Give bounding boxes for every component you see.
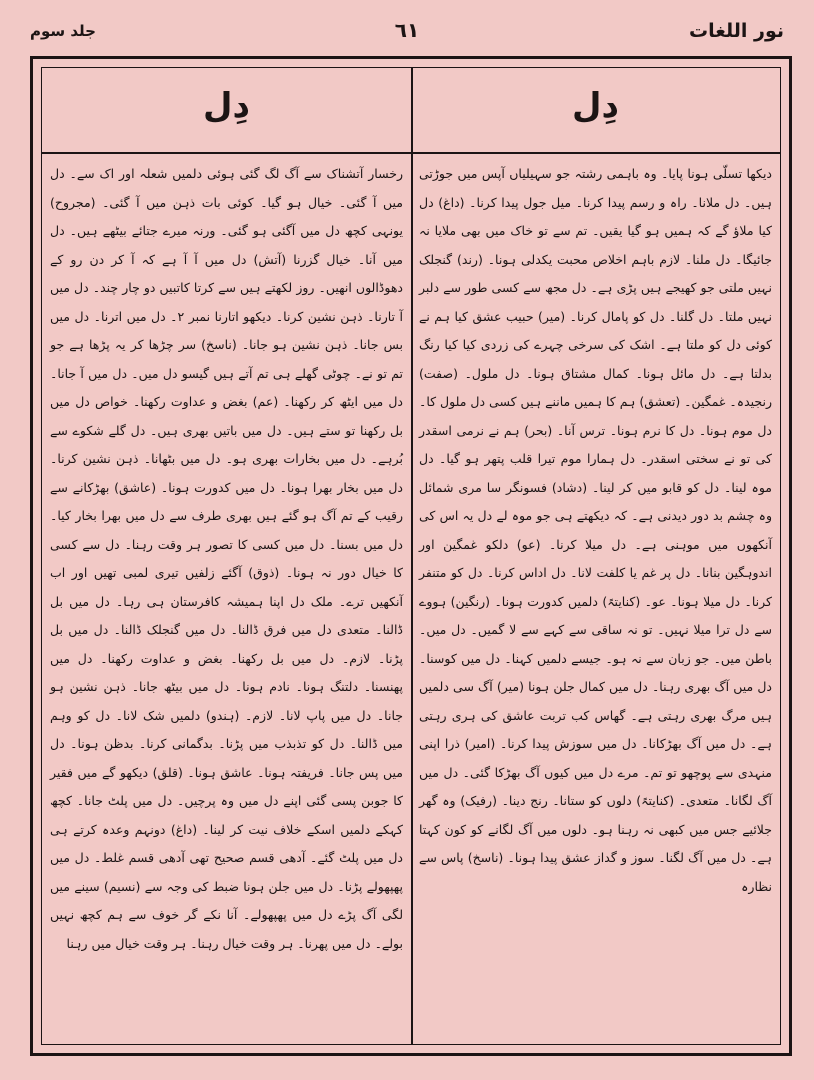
- dictionary-title: نور اللغات: [689, 20, 784, 42]
- page-inner-border: [41, 67, 781, 1045]
- heading-rule: [42, 152, 780, 154]
- right-column-text: دیکھا تسلّی ہونا پایا۔ وہ باہمی رشتہ جو سہیلیاں آپس میں جوڑتی ہیں۔ دل ملانا۔ راہ و رسم پیدا کرنا۔ میل جول پیدا کرنا۔ (داغ) دل کیا ملاؤ گے کہ ہمیں ہو گیا یقیں۔ تم سے تو خاک میں بھی ملایا نہ جائیگا۔ دل ملنا۔ لازم باہم اخلاص محبت یکدلی ہونا۔ (رند) گنجلک نہیں ملتی جو کھیجے ہیں پڑی ہے۔ دل مجھ سے کسی طور سے دلبر نہیں ملتا۔ دل گلنا۔ دل کو پامال کرنا۔ (میر) حبیب عشق کیا ہم نے کوئی دل کو ملتا ہے۔ اشک کی سرخی چہرے کی زردی کیا کیا رنگ بدلتا ہے۔ دل مائل ہونا۔ کمال مشتاق ہونا۔ دل ملول۔ (صفت) رنجیدہ۔ غمگین۔ (تعشق) ہم کا ہمیں ماننے ہیں کسی دل ملول کا۔ دل موم ہونا۔ دل کا نرم ہونا۔ ترس آنا۔ (بحر) ہم نے نرمی اسقدر کی تو نے سختی اسقدر۔ دل ہمارا موم تیرا قلب پتھر ہو گیا۔ دل موہ لینا۔ دل کو قابو میں کر لینا۔ (دشاد) فسونگر سا مری شمائل وہ چشم بد دور دیدنی ہے۔ کہ دیکھتے ہی جو موہ لے دل یہ اس کی آنکھوں میں موہنی ہے۔ دل میلا کرنا۔ (عو) دلکو غمگین اور اندوہگین بنانا۔ دل پر غم یا کلفت لانا۔ دل اداس کرنا۔ دل کو متنفر کرنا۔ دل میلا ہونا۔ عو۔ (کنایتہً) دلمیں کدورت ہونا۔ (رنگین) ہووے سے دل ترا میلا نہیں۔ تو نہ ساقی سے کہے سے لا گمیں۔ دل میں۔ باطن میں۔ جو زبان سے نہ ہو۔ جیسے دلمیں کہنا۔ دل میں کوسنا۔ دل میں آگ بھری رہنا۔ دل میں کمال جلن ہونا (میر) آگ سی دلمیں ہیں مرگ بھری رہتی ہے۔ گھاس کب تربت عاشق کی ہری رہتی ہے۔ دل میں آگ بھڑکانا۔ دل میں سوزش پیدا کرنا۔ (امیر) ذرا اپنی منہدی سے پوچھو تو تم۔ مرے دل میں کیوں آگ بھڑکا گئی۔ دل میں آگ لگانا۔ متعدی۔ (کنایتہً) دلوں کو ستانا۔ رنج دینا۔ (رفیک) وہ گھر جلائیے جس میں کبھی نہ رہنا ہو۔ دلوں میں آگ لگانے کو کون کہتا ہے۔ دل میں آگ لگنا۔ سوز و گداز عشق پیدا ہونا۔ (ناسخ) پاس سے نظارہ: [419, 166, 772, 894]
- right-column: [411, 160, 780, 1038]
- right-column-heading: دِل: [572, 86, 619, 126]
- page-frame: [30, 56, 792, 1056]
- page-header: [30, 18, 784, 54]
- page-number: ٦١: [394, 18, 420, 42]
- left-column-heading: دِل: [203, 86, 250, 126]
- left-column-text: رخسار آتشناک سے آگ لگ گئی ہوئی دلمیں شعلہ اور اک سے۔ دل میں آ گئی۔ خیال ہو گیا۔ کوئی بات ذہن میں آ گئی۔ (مجروح) یونہی کچھ دل میں آگئی ہو گئی۔ ورنہ میرے جتائے بیٹھے ہیں۔ دل میں آنا۔ خیال گزرنا (آتش) دل میں آ آ ہے کہ آ کر دن رو کے دھوڈالوں انھیں۔ روز لکھتے ہیں سے کرتا کاتبیں دو چار چند۔ دل میں آ تارنا۔ ذہن نشین کرنا۔ دیکھو اتارنا نمبر ۲۔ دل میں اترنا۔ دل میں بس جانا۔ ذہن نشین ہو جانا۔ (ناسخ) سر چڑھا کر یہ پڑھا ہے جو تم تو نے۔ چوٹی گھلے ہی تم آتے ہیں گیسو دل میں۔ دل میں آ جانا۔ دل میں ایٹھ کر رکھنا۔ (عم) بغض و عداوت رکھنا۔ خواص دل میں بل رکھنا تو ستے ہیں۔ دل میں باتیں بھری ہیں۔ دل گلے شکوے سے بُرہے۔ دل میں بخارات بھری ہو۔ دل میں بٹھانا۔ ذہن نشین کرنا۔ دل میں بخار بھرا ہونا۔ دل میں کدورت ہونا۔ (عاشق) بھڑکانے سے رقیب کے تم آگ ہو گئے ہیں بھری طرف سے دل میں بھرا بخار کیا۔ دل میں بسنا۔ دل میں کسی کا تصور ہر وقت رہنا۔ دل سے کسی کا خیال دور نہ ہونا۔ (ذوق) آگئے زلفیں تیری لمبی تھیں اور اب آنکھیں ترے۔ ملک دل اپنا ہمیشہ کافرستان ہی رہا۔ دل میں بل ڈالنا۔ متعدی دل میں فرق ڈالنا۔ دل میں گنجلک ڈالنا۔ دل میں بل پڑنا۔ لازم۔ دل میں بل رکھنا۔ بغض و عداوت رکھنا۔ دل میں پھنسنا۔ دلتنگ ہونا۔ نادم ہونا۔ دل میں بیٹھ جانا۔ ذہن نشین ہو جانا۔ دل میں پاپ لانا۔ لازم۔ (ہندو) دلمیں شک لانا۔ دل کو وہم میں ڈالنا۔ دل کو تذبذب میں پڑنا۔ بدگمانی کرنا۔ بدظن ہونا۔ دل میں پس جانا۔ فریفتہ ہونا۔ عاشق ہونا۔ (قلق) دیکھو گے میں فقیر کا جوبن پسی گئی اپنے دل میں وہ پرچیں۔ دل میں پلٹ جانا۔ کچھ کہکے دلمیں اسکے خلاف نیت کر لینا۔ (داغ) دونہم وعدہ کرتے ہی دل میں پلٹ گئے۔ آدھی قسم صحیح تھی آدھی قسم غلط۔ دل میں پھپھولے پڑنا۔ دل میں جلن ہونا ضبط کی وجہ سے (نسیم) سینے میں لگی آگ پڑے دل میں پھپھولے۔ آنا نکے گر خوف سے ہم کچھ نہیں بولے۔ دل میں پھرنا۔ ہر وقت خیال رہنا۔ ہر وقت خیال میں رہنا: [50, 166, 403, 951]
- left-column: [42, 160, 411, 1038]
- volume-label: جلد سوم: [30, 22, 96, 40]
